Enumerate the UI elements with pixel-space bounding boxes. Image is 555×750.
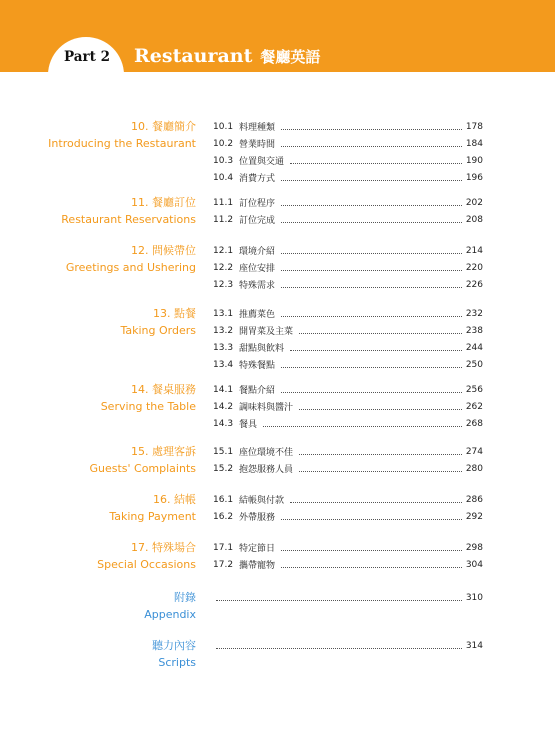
- entry-number: 13.2: [213, 325, 234, 336]
- entry-number: 11.2: [213, 214, 234, 225]
- chapter-title: [89, 443, 196, 477]
- entry-number: 12.3: [213, 279, 234, 290]
- entry-number: 10.2: [213, 138, 234, 149]
- entry-number: 13.3: [213, 342, 234, 353]
- entry-page: 262: [465, 401, 483, 412]
- dot-leader: [281, 264, 462, 271]
- entry-title: 特殊餐點: [239, 361, 276, 371]
- chapter-title-en: Taking Orders: [120, 324, 196, 337]
- dot-leader: [281, 140, 462, 147]
- entry-number: 16.2: [213, 511, 234, 522]
- dot-leader: [281, 513, 462, 520]
- entry-number: 13.1: [213, 308, 234, 319]
- entry-number: 17.1: [213, 542, 234, 553]
- chapter-title-zh: 12. 問候帶位: [131, 244, 196, 257]
- toc-entry[interactable]: [213, 322, 483, 339]
- section-title-en: Restaurant: [134, 45, 253, 67]
- entry-page: 178: [465, 121, 483, 132]
- entry-page: 256: [465, 384, 483, 395]
- entry-number: 10.4: [213, 172, 234, 183]
- dot-leader: [281, 386, 462, 393]
- entry-title: 餐點介紹: [239, 386, 276, 396]
- toc-entry[interactable]: [213, 539, 483, 556]
- chapter-title: [61, 194, 196, 228]
- entry-title: 營業時間: [239, 140, 276, 150]
- entry-title: 開胃菜及主菜: [239, 327, 294, 337]
- dot-leader: [290, 157, 462, 164]
- toc-entry[interactable]: [213, 194, 483, 211]
- toc-entry[interactable]: [213, 443, 483, 460]
- entry-title: 外帶服務: [239, 513, 276, 523]
- toc-entry[interactable]: [213, 460, 483, 477]
- entry-page: 268: [465, 418, 483, 429]
- entry-title: 環境介紹: [239, 247, 276, 257]
- entry-title: 抱怨服務人員: [239, 465, 294, 475]
- entry-page: 244: [465, 342, 483, 353]
- dot-leader: [281, 561, 462, 568]
- entry-number: 12.2: [213, 262, 234, 273]
- toc-entry[interactable]: [213, 169, 483, 186]
- toc-entry[interactable]: [213, 305, 483, 322]
- toc-entry[interactable]: [213, 339, 483, 356]
- toc-entry[interactable]: [213, 242, 483, 259]
- appendix-title-zh: 聽力內容: [152, 639, 196, 652]
- entry-page: 298: [465, 542, 483, 553]
- chapter-title-zh: 17. 特殊場合: [131, 541, 196, 554]
- dot-leader: [281, 199, 462, 206]
- toc-entry[interactable]: [213, 276, 483, 293]
- entry-title: 訂位程序: [239, 199, 276, 209]
- entry-title: 餐具: [239, 420, 258, 430]
- entry-page: 310: [465, 592, 483, 603]
- entry-title: 訂位完成: [239, 216, 276, 226]
- entry-title: 座位環境不佳: [239, 448, 294, 458]
- entry-page: 232: [465, 308, 483, 319]
- entry-number: 15.2: [213, 463, 234, 474]
- entry-title: 料理種類: [239, 123, 276, 133]
- entry-title: 甜點與飲料: [239, 344, 285, 354]
- appendix-entry[interactable]: [213, 637, 483, 654]
- entry-title: 調味料與醬汁: [239, 403, 294, 413]
- toc-entry[interactable]: [213, 259, 483, 276]
- entry-title: 特定節日: [239, 544, 276, 554]
- entry-number: 13.4: [213, 359, 234, 370]
- entry-page: 220: [465, 262, 483, 273]
- entry-page: 196: [465, 172, 483, 183]
- appendix-title: [144, 589, 196, 623]
- toc-entry[interactable]: [213, 415, 483, 432]
- toc-entry[interactable]: [213, 135, 483, 152]
- toc-entry[interactable]: [213, 491, 483, 508]
- entry-title: 結帳與付款: [239, 496, 285, 506]
- chapter-title-zh: 13. 點餐: [153, 307, 196, 320]
- appendix-title: [152, 637, 196, 671]
- part-label: Part 2: [64, 49, 110, 65]
- chapter-title-zh: 16. 結帳: [153, 493, 196, 506]
- dot-leader: [281, 361, 462, 368]
- appendix-title-en: Scripts: [158, 656, 196, 669]
- chapter-title: [97, 539, 196, 573]
- chapter-title: [120, 305, 196, 339]
- entry-page: 286: [465, 494, 483, 505]
- dot-leader: [299, 327, 462, 334]
- toc-entry[interactable]: [213, 556, 483, 573]
- entry-page: 226: [465, 279, 483, 290]
- entry-title: 座位安排: [239, 264, 276, 274]
- entry-title: 特殊需求: [239, 281, 276, 291]
- entry-page: 214: [465, 245, 483, 256]
- dot-leader: [290, 496, 462, 503]
- dot-leader: [281, 216, 462, 223]
- chapter-title-en: Restaurant Reservations: [61, 213, 196, 226]
- entry-title: 消費方式: [239, 174, 276, 184]
- entry-page: 202: [465, 197, 483, 208]
- entry-page: 292: [465, 511, 483, 522]
- dot-leader: [290, 344, 462, 351]
- chapter-title-en: Taking Payment: [109, 510, 196, 523]
- entry-page: 280: [465, 463, 483, 474]
- entry-page: 250: [465, 359, 483, 370]
- appendix-entry[interactable]: [213, 589, 483, 606]
- toc-entry[interactable]: [213, 211, 483, 228]
- entry-page: 304: [465, 559, 483, 570]
- chapter-title: [109, 491, 196, 525]
- entry-page: 274: [465, 446, 483, 457]
- chapter-title-zh: 10. 餐廳簡介: [131, 120, 196, 133]
- entry-number: 12.1: [213, 245, 234, 256]
- dot-leader: [281, 544, 462, 551]
- entry-title: 位置與交通: [239, 157, 285, 167]
- dot-leader: [299, 448, 462, 455]
- entry-number: 17.2: [213, 559, 234, 570]
- dot-leader: [281, 281, 462, 288]
- toc-entry[interactable]: [213, 381, 483, 398]
- chapter-title-zh: 14. 餐桌服務: [131, 383, 196, 396]
- entry-page: 238: [465, 325, 483, 336]
- entry-page: 190: [465, 155, 483, 166]
- chapter-title-zh: 11. 餐廳訂位: [131, 196, 196, 209]
- dot-leader: [281, 247, 462, 254]
- appendix-title-zh: 附錄: [174, 591, 196, 604]
- entry-title: 攜帶寵物: [239, 561, 276, 571]
- chapter-title-en: Guests' Complaints: [89, 462, 196, 475]
- entry-number: 10.3: [213, 155, 234, 166]
- entry-number: 10.1: [213, 121, 234, 132]
- entry-page: 208: [465, 214, 483, 225]
- dot-leader: [281, 310, 462, 317]
- toc-entry[interactable]: [213, 508, 483, 525]
- toc-entry[interactable]: [213, 118, 483, 135]
- dot-leader: [281, 123, 462, 130]
- appendix-title-en: Appendix: [144, 608, 196, 621]
- entry-page: 314: [465, 640, 483, 651]
- toc-entry[interactable]: [213, 152, 483, 169]
- chapter-title-en: Greetings and Ushering: [65, 261, 196, 274]
- entry-number: 11.1: [213, 197, 234, 208]
- entry-number: 14.3: [213, 418, 234, 429]
- toc-entry[interactable]: [213, 356, 483, 373]
- entry-number: 15.1: [213, 446, 234, 457]
- dot-leader: [216, 594, 462, 601]
- entry-number: 14.2: [213, 401, 234, 412]
- chapter-title-en: Special Occasions: [97, 558, 196, 571]
- chapter-title-zh: 15. 處理客訴: [131, 445, 196, 458]
- chapter-title: [48, 118, 196, 152]
- chapter-title-en: Introducing the Restaurant: [48, 137, 196, 150]
- toc-entry[interactable]: [213, 398, 483, 415]
- entry-title: 推薦菜色: [239, 310, 276, 320]
- chapter-title: [101, 381, 196, 415]
- entry-number: 16.1: [213, 494, 234, 505]
- entry-page: 184: [465, 138, 483, 149]
- dot-leader: [281, 174, 462, 181]
- dot-leader: [299, 403, 462, 410]
- entry-number: 14.1: [213, 384, 234, 395]
- dot-leader: [299, 465, 462, 472]
- chapter-title-en: Serving the Table: [100, 400, 196, 413]
- dot-leader: [216, 642, 462, 649]
- section-title-zh: 餐廳英語: [260, 48, 321, 66]
- dot-leader: [263, 420, 462, 427]
- chapter-title: [66, 242, 196, 276]
